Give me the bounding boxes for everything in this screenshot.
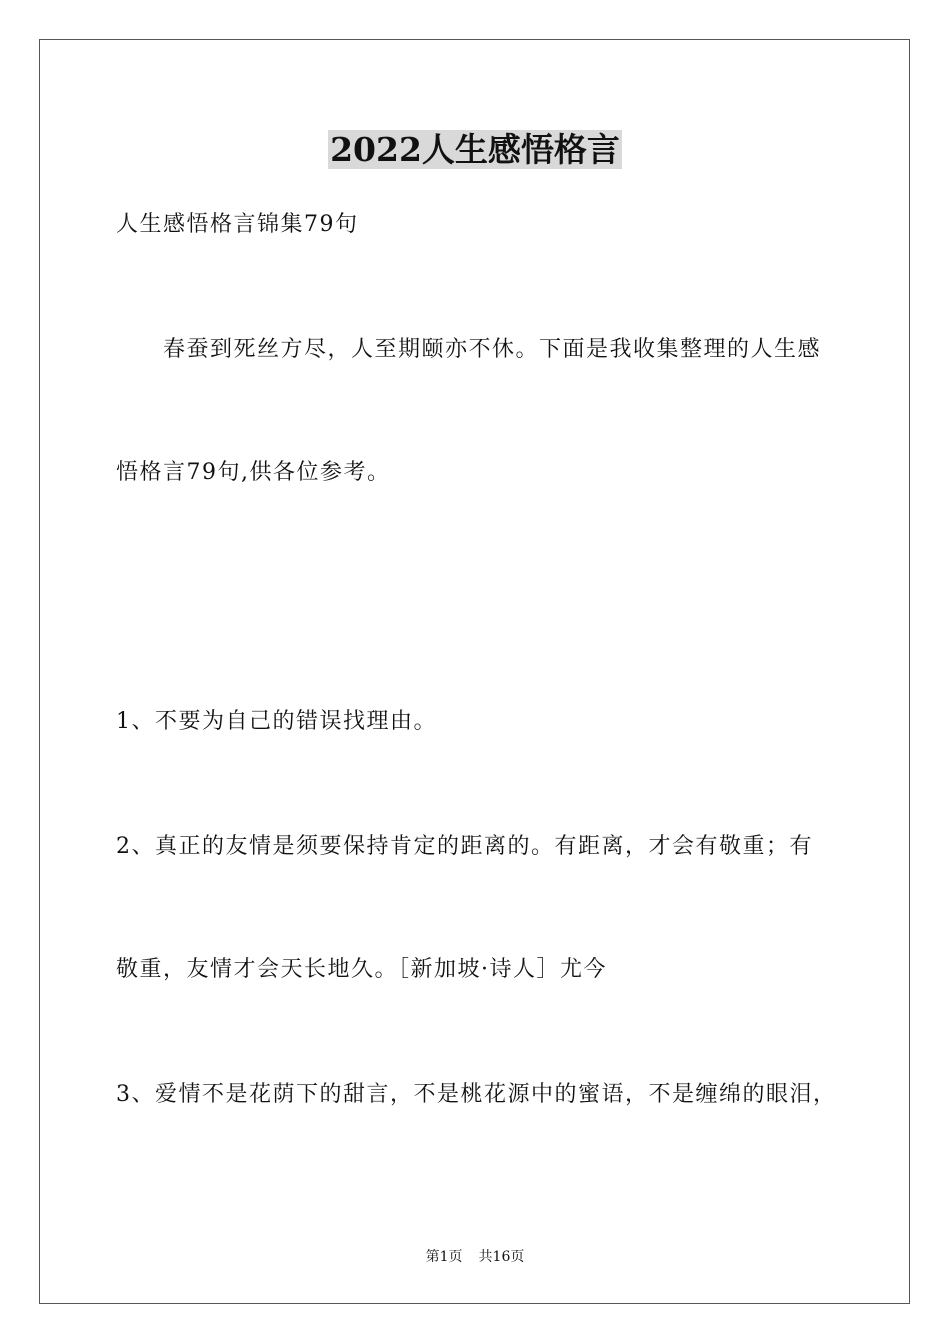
intro-paragraph-line-2: 悟格言79句,供各位参考。 <box>116 460 391 485</box>
page-number: 第1页 <box>425 1249 463 1265</box>
quote-item-2-line-1: 2、真正的友情是须要保持肯定的距离的。有距离，才会有敬重；有 <box>116 834 813 859</box>
document-title-text: 2022人生感悟格言 <box>330 130 620 169</box>
page-footer <box>0 1248 950 1266</box>
quote-item-3-line-1: 3、爱情不是花荫下的甜言，不是桃花源中的蜜语，不是缠绵的眼泪， <box>116 1082 837 1107</box>
page-total: 共16页 <box>478 1249 525 1265</box>
quote-item-1: 1、不要为自己的错误找理由。 <box>116 709 437 734</box>
document-title <box>0 128 950 172</box>
intro-paragraph-line-1: 春蚕到死丝方尽，人至期颐亦不休。下面是我收集整理的人生感 <box>163 337 822 362</box>
quote-item-2-line-2: 敬重，友情才会天长地久。［新加坡·诗人］尤今 <box>116 957 607 982</box>
document-subtitle: 人生感悟格言锦集79句 <box>116 212 359 237</box>
